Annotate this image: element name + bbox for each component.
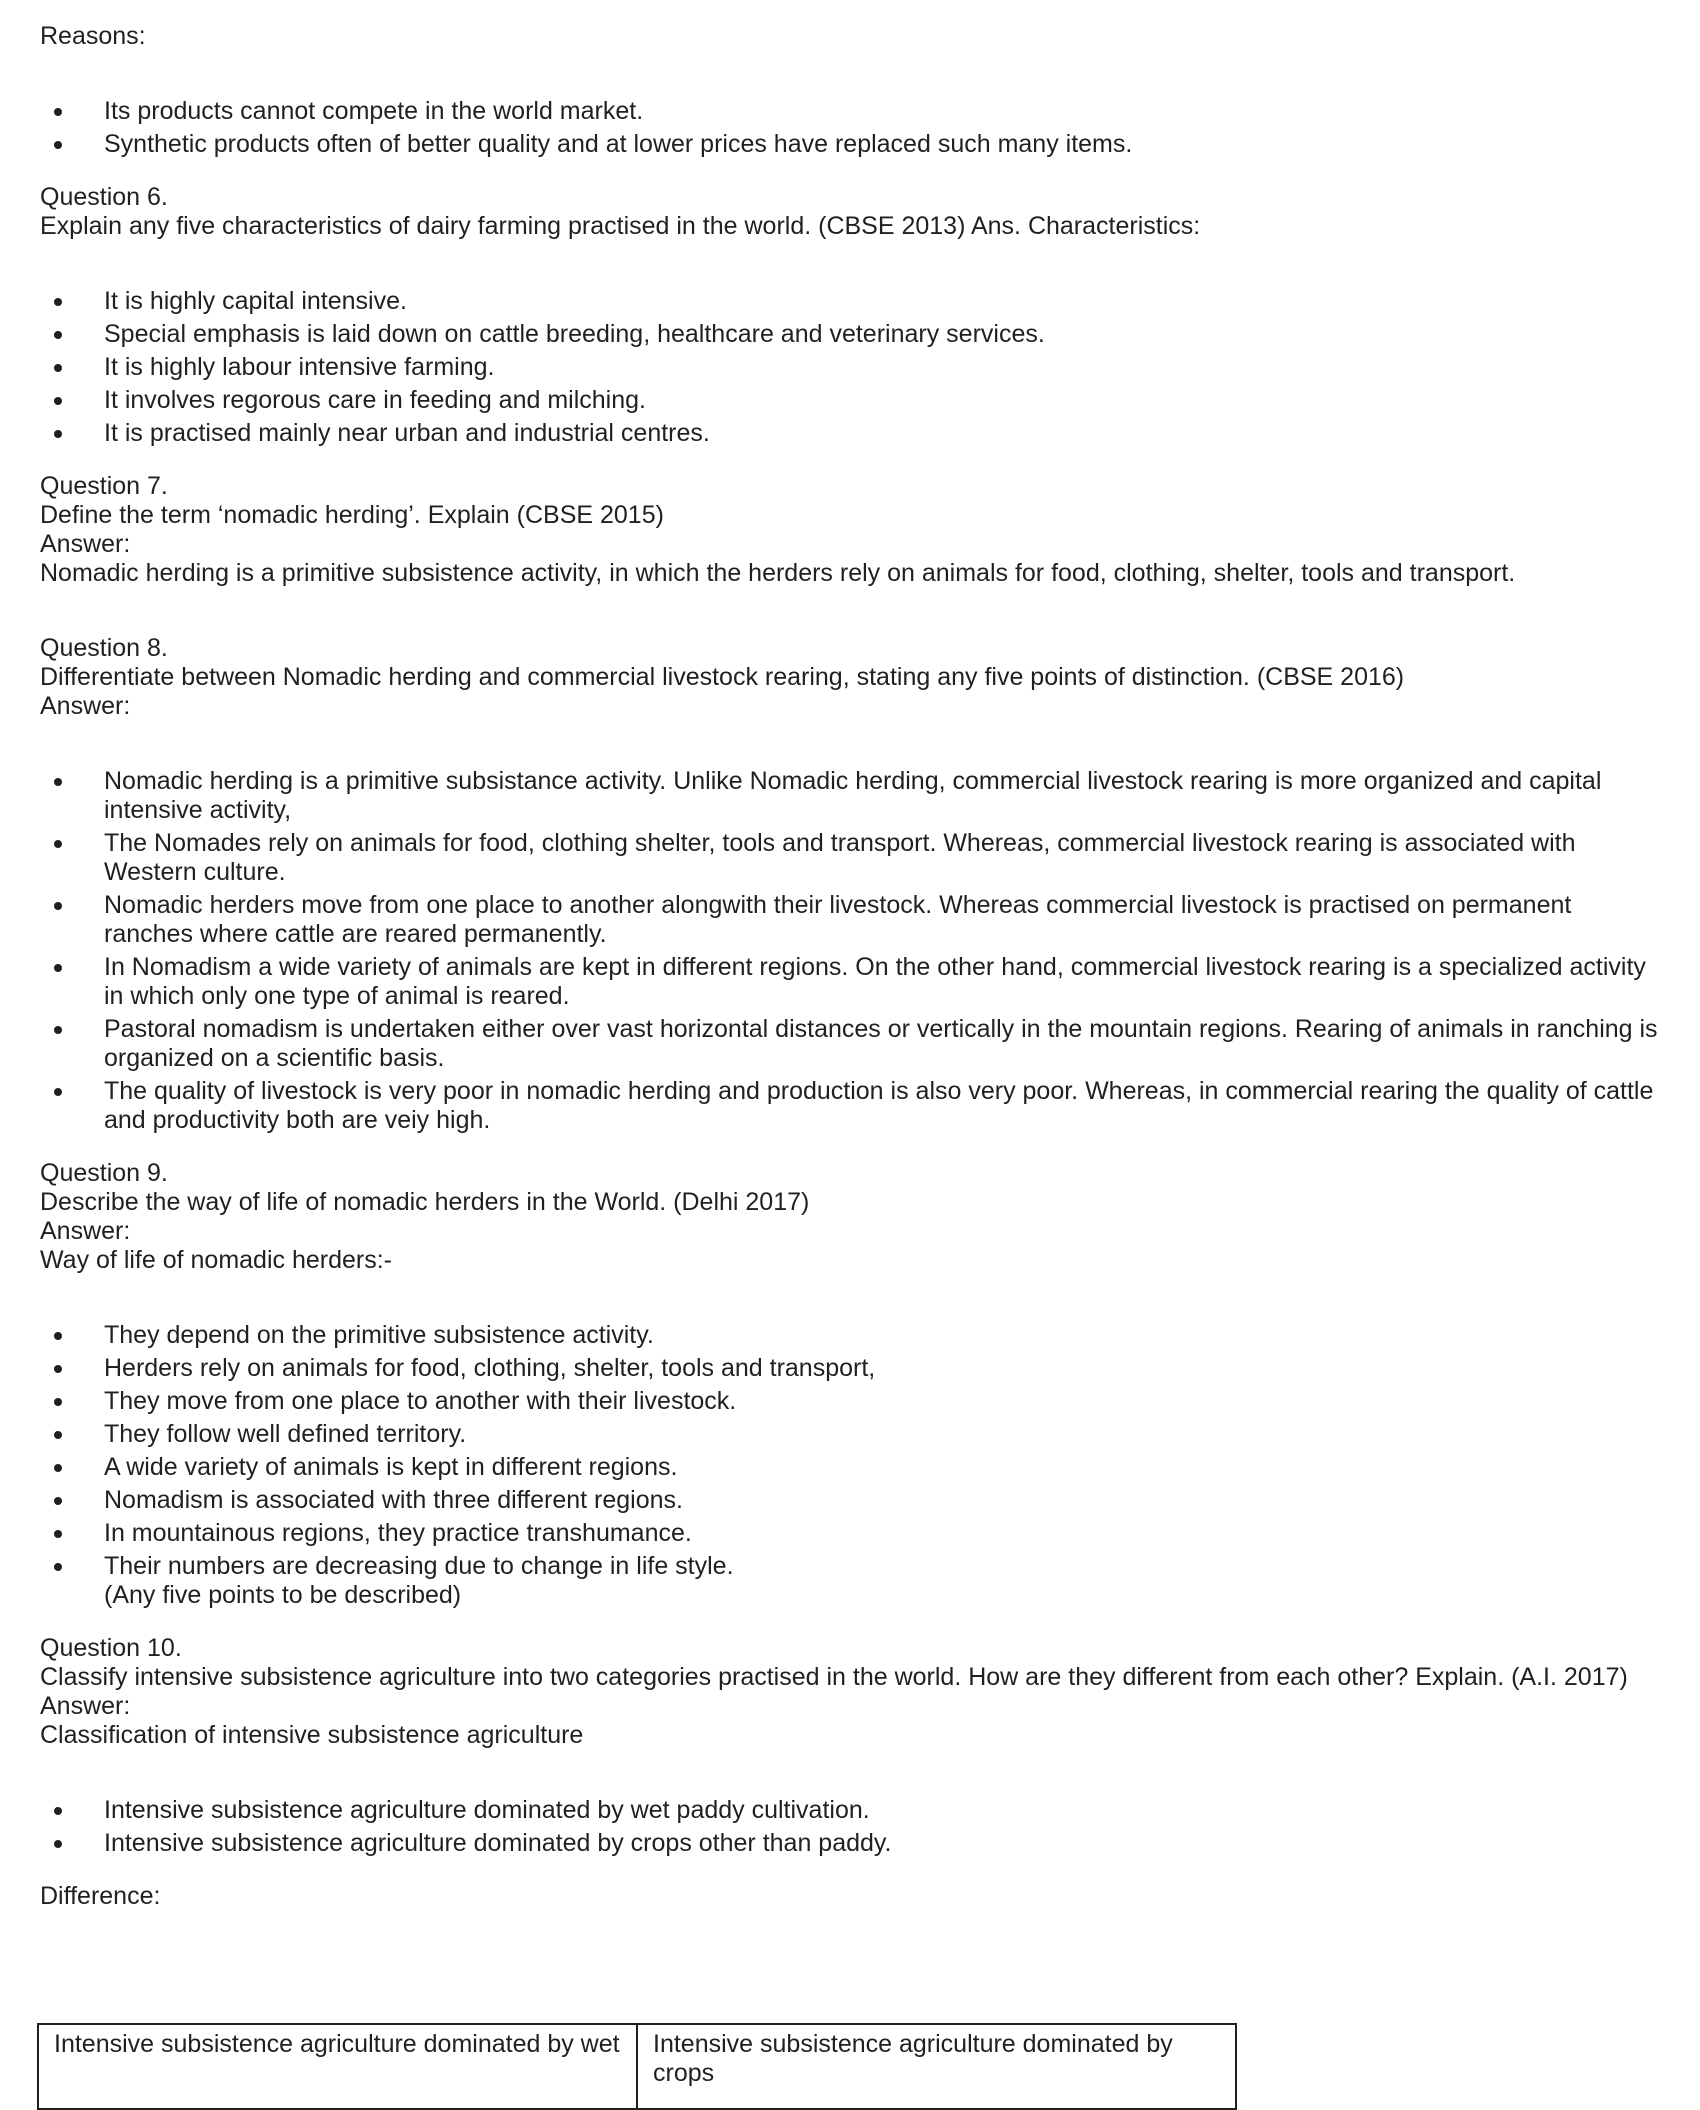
question-6-number: Question 6. — [40, 183, 168, 211]
reasons-list — [40, 97, 1660, 159]
bullet-icon — [54, 141, 62, 149]
bullet-icon — [54, 1398, 62, 1406]
bullet-icon — [54, 964, 62, 972]
bullet-icon — [54, 108, 62, 116]
list-item: Synthetic products often of better quality and at lower prices have replaced such many items. — [40, 130, 1660, 159]
question-8-text: Differentiate between Nomadic herding and commercial livestock rearing, stating any five points of distinction. (CBSE 2016) — [40, 663, 1405, 691]
question-9-number: Question 9. — [40, 1159, 168, 1187]
list-item: Their numbers are decreasing due to change in life style. (Any five points to be described) — [40, 1552, 1660, 1610]
bullet-icon — [54, 397, 62, 405]
list-item: Nomadic herders move from one place to another alongwith their livestock. Whereas commercial livestock is practised on permanent ranches where cattle are reared permanently. — [40, 891, 1660, 949]
bullet-icon — [54, 1088, 62, 1096]
list-item: It involves regorous care in feeding and milching. — [40, 386, 1660, 415]
list-item: They move from one place to another with their livestock. — [40, 1387, 1660, 1416]
table-header-cell: Intensive subsistence agriculture dominated by crops — [637, 2024, 1236, 2109]
question-10-list — [40, 1796, 1660, 1858]
list-item: Nomadism is associated with three different regions. — [40, 1486, 1660, 1515]
list-item: Intensive subsistence agriculture dominated by wet paddy cultivation. — [40, 1796, 1660, 1825]
list-item: They depend on the primitive subsistence activity. — [40, 1321, 1660, 1350]
question-9-intro: Way of life of nomadic herders:- — [40, 1246, 392, 1274]
list-item: A wide variety of animals is kept in different regions. — [40, 1453, 1660, 1482]
bullet-icon — [54, 1497, 62, 1505]
bullet-icon — [54, 1840, 62, 1848]
bullet-icon — [54, 1332, 62, 1340]
list-item: Special emphasis is laid down on cattle breeding, healthcare and veterinary services. — [40, 320, 1660, 349]
list-item: Pastoral nomadism is undertaken either over vast horizontal distances or vertically in the mountain regions. Rearing of animals in ranching is organized on a scientific basis. — [40, 1015, 1660, 1073]
question-7-number: Question 7. — [40, 472, 168, 500]
list-item: The quality of livestock is very poor in nomadic herding and production is also very poor. Whereas, in commercial rearing the quality of cattle and productivity both are veiy high. — [40, 1077, 1660, 1135]
difference-label: Difference: — [40, 1882, 161, 1910]
question-7-text: Define the term ‘nomadic herding’. Explain (CBSE 2015) — [40, 501, 664, 529]
table-header-cell: Intensive subsistence agriculture dominated by wet — [38, 2024, 637, 2109]
table-header-row — [38, 2024, 1236, 2109]
question-7-answer-label: Answer: — [40, 530, 131, 558]
list-item: They follow well defined territory. — [40, 1420, 1660, 1449]
bullet-icon — [54, 298, 62, 306]
list-item: Nomadic herding is a primitive subsistance activity. Unlike Nomadic herding, commercial livestock rearing is more organized and capital intensive activity, — [40, 767, 1660, 825]
bullet-icon — [54, 902, 62, 910]
list-item: The Nomades rely on animals for food, clothing shelter, tools and transport. Whereas, commercial livestock rearing is associated with Western culture. — [40, 829, 1660, 887]
bullet-icon — [54, 1807, 62, 1815]
question-8-number: Question 8. — [40, 634, 168, 662]
bullet-icon — [54, 430, 62, 438]
bullet-icon — [54, 1431, 62, 1439]
question-8-answer-label: Answer: — [40, 692, 131, 720]
question-9-list — [40, 1321, 1660, 1610]
bullet-icon — [54, 1464, 62, 1472]
bullet-icon — [54, 1563, 62, 1571]
question-7-answer: Nomadic herding is a primitive subsistence activity, in which the herders rely on animals for food, clothing, shelter, tools and transport. — [40, 559, 1516, 587]
bullet-icon — [54, 778, 62, 786]
reasons-heading: Reasons: — [40, 22, 146, 50]
bullet-icon — [54, 1026, 62, 1034]
list-item: Its products cannot compete in the world market. — [40, 97, 1660, 126]
question-8-list — [40, 767, 1660, 1135]
bullet-icon — [54, 1530, 62, 1538]
bullet-icon — [54, 364, 62, 372]
question-10-number: Question 10. — [40, 1634, 182, 1662]
list-item: Herders rely on animals for food, clothing, shelter, tools and transport, — [40, 1354, 1660, 1383]
question-10-answer-label: Answer: — [40, 1692, 131, 1720]
question-9-answer-label: Answer: — [40, 1217, 131, 1245]
question-10-intro: Classification of intensive subsistence agriculture — [40, 1721, 584, 1749]
list-item: In Nomadism a wide variety of animals are kept in different regions. On the other hand, commercial livestock rearing is a specialized activity in which only one type of animal is reared. — [40, 953, 1660, 1011]
list-item: Intensive subsistence agriculture dominated by crops other than paddy. — [40, 1829, 1660, 1858]
bullet-icon — [54, 1365, 62, 1373]
question-9-text: Describe the way of life of nomadic herders in the World. (Delhi 2017) — [40, 1188, 810, 1216]
question-9-note: (Any five points to be described) — [104, 1581, 462, 1609]
list-item: It is practised mainly near urban and industrial centres. — [40, 419, 1660, 448]
bullet-icon — [54, 840, 62, 848]
bullet-icon — [54, 331, 62, 339]
question-6-text: Explain any five characteristics of dairy farming practised in the world. (CBSE 2013) Ans. Characteristics: — [40, 212, 1201, 240]
document-page — [40, 22, 1660, 1911]
difference-table — [37, 2023, 1237, 2110]
list-item: In mountainous regions, they practice transhumance. — [40, 1519, 1660, 1548]
question-6-list — [40, 287, 1660, 448]
list-item: It is highly capital intensive. — [40, 287, 1660, 316]
question-10-text: Classify intensive subsistence agriculture into two categories practised in the world. How are they different from each other? Explain. (A.I. 2017) — [40, 1663, 1628, 1691]
list-item: It is highly labour intensive farming. — [40, 353, 1660, 382]
